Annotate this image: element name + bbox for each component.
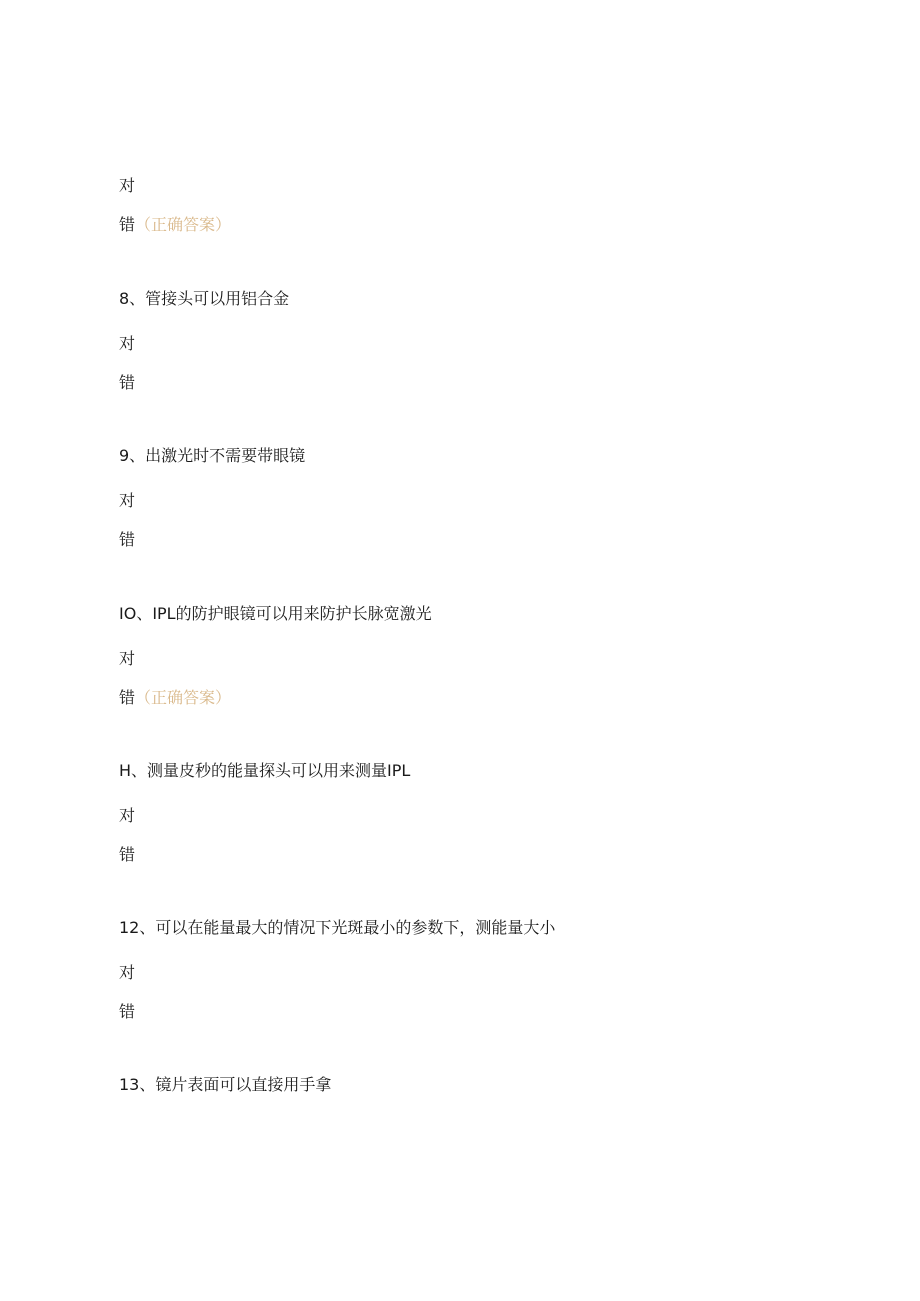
option-false[interactable] bbox=[119, 688, 231, 708]
question-text: 12、可以在能量最大的情况下光斑最小的参数下，测能量大小 bbox=[119, 918, 556, 937]
question-text: 8、管接头可以用铝合金 bbox=[119, 289, 290, 308]
option-label: 对 bbox=[119, 491, 136, 510]
option-label: 错 bbox=[119, 215, 136, 234]
option-label: 错 bbox=[119, 373, 136, 392]
option-label: 对 bbox=[119, 334, 136, 353]
option-false[interactable] bbox=[119, 215, 231, 235]
option-label: 对 bbox=[119, 963, 136, 982]
option-false[interactable] bbox=[119, 373, 135, 393]
option-label: 错 bbox=[119, 1002, 136, 1021]
option-true[interactable] bbox=[119, 491, 135, 511]
question-text: 9、出激光时不需要带眼镜 bbox=[119, 446, 306, 465]
option-true[interactable] bbox=[119, 334, 135, 354]
option-true[interactable] bbox=[119, 176, 135, 196]
option-false[interactable] bbox=[119, 1002, 135, 1022]
option-label: 错 bbox=[119, 688, 136, 707]
option-true[interactable] bbox=[119, 963, 135, 983]
question-text: 13、镜片表面可以直接用手拿 bbox=[119, 1075, 332, 1094]
option-label: 错 bbox=[119, 530, 136, 549]
option-label: 对 bbox=[119, 806, 136, 825]
option-false[interactable] bbox=[119, 845, 135, 865]
option-label: 错 bbox=[119, 845, 136, 864]
correct-answer-tag: （正确答案） bbox=[135, 215, 232, 234]
option-false[interactable] bbox=[119, 530, 135, 550]
question-text: H、测量皮秒的能量探头可以用来测量IPL bbox=[119, 761, 411, 780]
option-label: 对 bbox=[119, 176, 136, 195]
option-label: 对 bbox=[119, 649, 136, 668]
correct-answer-tag: （正确答案） bbox=[135, 688, 232, 707]
option-true[interactable] bbox=[119, 649, 135, 669]
question-text: IO、IPL的防护眼镜可以用来防护长脉宽激光 bbox=[119, 604, 432, 623]
option-true[interactable] bbox=[119, 806, 135, 826]
